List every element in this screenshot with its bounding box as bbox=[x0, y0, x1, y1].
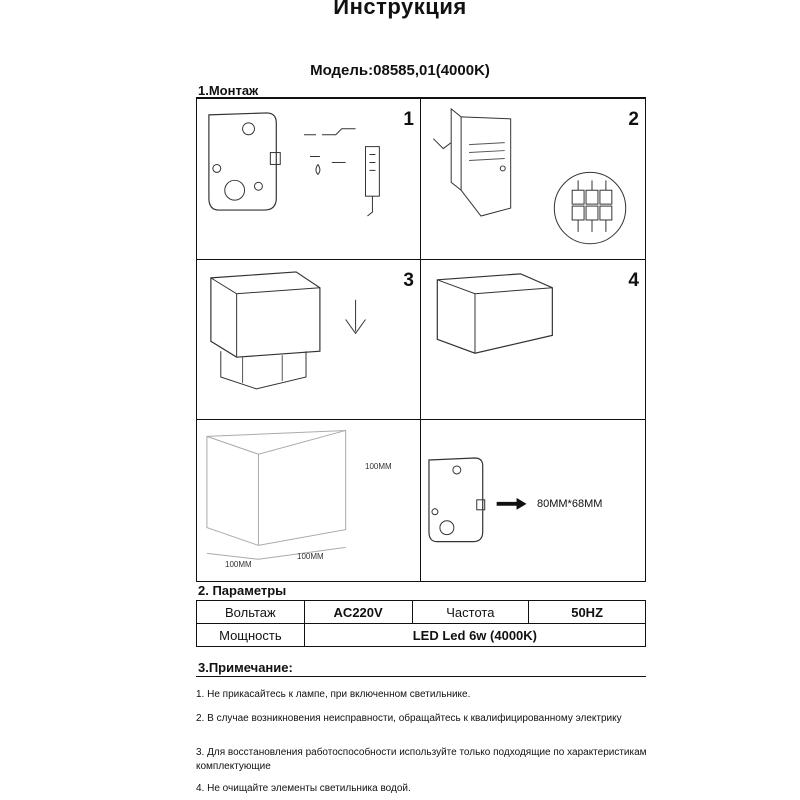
page-title: Инструкция bbox=[333, 0, 467, 19]
parameters-heading: 2. Параметры bbox=[198, 583, 287, 598]
step-4-number: 4 bbox=[628, 269, 639, 291]
notes-rule bbox=[196, 676, 646, 677]
parameters-table bbox=[196, 600, 646, 647]
voltage-value: AC220V bbox=[304, 601, 412, 624]
step-1-panel bbox=[197, 99, 421, 260]
power-value: LED Led 6w (4000K) bbox=[304, 624, 645, 647]
depth-dimension: 100MM bbox=[225, 560, 252, 570]
model-label: Модель:08585,01(4000K) bbox=[310, 62, 490, 79]
voltage-label: Вольтаж bbox=[197, 601, 305, 624]
mount-plate-panel bbox=[421, 420, 645, 581]
note-3: 3. Для восстановления работоспособности используйте только подходящие по характеристикам комплектующие bbox=[196, 747, 647, 772]
installation-grid bbox=[196, 98, 646, 582]
height-dimension: 100MM bbox=[365, 462, 392, 472]
step-1-number: 1 bbox=[403, 109, 414, 130]
step-4-panel bbox=[421, 260, 645, 421]
power-label: Мощность bbox=[197, 624, 305, 647]
table-row bbox=[197, 601, 646, 624]
note-1: 1. Не прикасайтесь к лампе, при включенном светильнике. bbox=[196, 689, 471, 700]
frequency-label: Частота bbox=[412, 601, 529, 624]
table-row bbox=[197, 624, 646, 647]
mounting-heading: 1.Монтаж bbox=[198, 83, 259, 98]
step-2-panel bbox=[421, 99, 645, 260]
step-3-panel bbox=[197, 260, 421, 421]
step-2-number: 2 bbox=[628, 109, 639, 130]
note-2: 2. В случае возникновения неисправности, обращайтесь к квалифицированному электрику bbox=[196, 713, 622, 724]
step-3-number: 3 bbox=[403, 269, 414, 291]
note-4: 4. Не очищайте элементы светильника водой. bbox=[196, 783, 411, 794]
mount-plate-dimension: 80MM*68MM bbox=[537, 498, 603, 511]
notes-heading: 3.Примечание: bbox=[198, 660, 293, 675]
mounting-plate-screws-illustration bbox=[197, 99, 420, 259]
mount-plate-illustration bbox=[421, 420, 645, 581]
dimensions-panel bbox=[197, 420, 421, 581]
width-dimension: 100MM bbox=[297, 552, 324, 562]
frequency-value: 50HZ bbox=[529, 601, 646, 624]
cube-installed-illustration bbox=[421, 260, 645, 420]
wiring-terminal-illustration bbox=[421, 99, 645, 259]
cube-lowered-illustration bbox=[197, 260, 420, 420]
